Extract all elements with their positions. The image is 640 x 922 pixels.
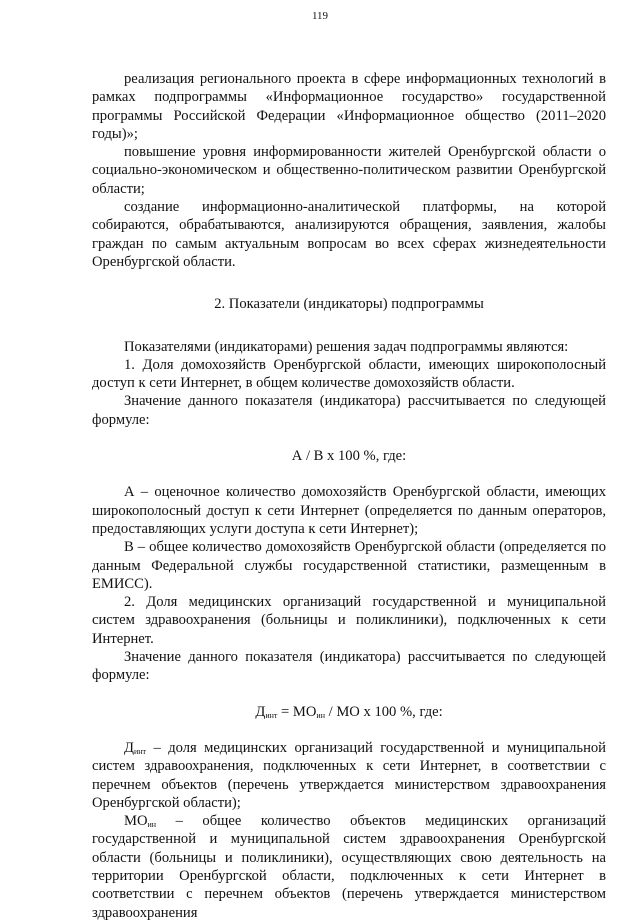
paragraph-definition-d xyxy=(92,739,606,812)
paragraph-formula-intro-1: Значение данного показателя (индикатора) рассчитывается по следующей формуле: xyxy=(92,393,606,428)
definition-d-symbol: Д xyxy=(124,739,134,756)
definition-d-text: – доля медицинских организаций государственной и муниципальной систем здравоохранения, подключенных к сети Интернет, в соответствии с перечнем объектов (перечень утверждается министерством здравоохранения Оренбургской области); xyxy=(92,739,606,811)
paragraph-definition-b: В – общее количество домохозяйств Оренбургской области (определяется по данным Федеральной службы государственной статистики, размещенным в ЕМИСС). xyxy=(92,539,606,592)
paragraph-indicator-2: 2. Доля медицинских организаций государственной и муниципальной систем здравоохранения (больницы и поликлиники), подключенных к сети Интернет. xyxy=(92,594,606,647)
definition-d-subscript: инт xyxy=(133,746,147,756)
definition-mo-text: – общее количество объектов медицинских организаций государственной и муниципальной систем здравоохранения Оренбургской области (больницы и поликлиники), осуществляющих свою деятельность на территории Оренбургской области, подключенных к сети Интернет в соответствии с перечнем объектов (перечень утверждается министерством здравоохранения xyxy=(92,813,606,921)
formula-2-d: Д xyxy=(255,703,266,720)
paragraph-regional-project: реализация регионального проекта в сфере информационных технологий в рамках подпрограммы «Информационное государство» государственной программы Российской Федерации «Информационное общество (2011–2020 годы)»; xyxy=(92,71,606,142)
formula-2-mo-subscript: ин xyxy=(316,710,325,720)
formula-1: А / В х 100 %, где: xyxy=(291,448,407,465)
section-heading: 2. Показатели (индикаторы) подпрограммы xyxy=(214,296,484,313)
formula-2-d-subscript: инт xyxy=(265,710,278,720)
paragraph-awareness: повышение уровня информированности жителей Оренбургской области о социально-экономическом и общественно-политическом развитии Оренбургской области; xyxy=(92,144,606,197)
formula-2 xyxy=(92,703,606,721)
formula-2-rest: / МО х 100 %, где: xyxy=(324,703,443,720)
page-number: 119 xyxy=(311,10,329,22)
paragraph-definition-a: А – оценочное количество домохозяйств Оренбургской области, имеющих широкополосный доступ к сети Интернет (определяется по данным операторов, предоставляющих услуги доступа к сети Интернет); xyxy=(92,484,606,537)
paragraph-indicators-intro: Показателями (индикаторами) решения задач подпрограммы являются: xyxy=(124,338,569,355)
definition-mo-symbol: МО xyxy=(124,813,148,830)
formula-2-equals-mo: = МО xyxy=(277,703,317,720)
paragraph-definition-mo xyxy=(92,812,606,922)
paragraph-platform: создание информационно-аналитической платформы, на которой собираются, обрабатываются, анализируются обращения, заявления, жалобы граждан по самым актуальным вопросам во всех сферах жизнедеятельности Оренбургской области. xyxy=(92,199,606,270)
document-body xyxy=(92,70,606,922)
paragraph-indicator-1: 1. Доля домохозяйств Оренбургской области, имеющих широкополосный доступ к сети Интернет, в общем количестве домохозяйств области. xyxy=(92,356,606,392)
paragraph-formula-intro-2: Значение данного показателя (индикатора) рассчитывается по следующей формуле: xyxy=(92,649,606,684)
definition-mo-subscript: ин xyxy=(147,820,157,830)
